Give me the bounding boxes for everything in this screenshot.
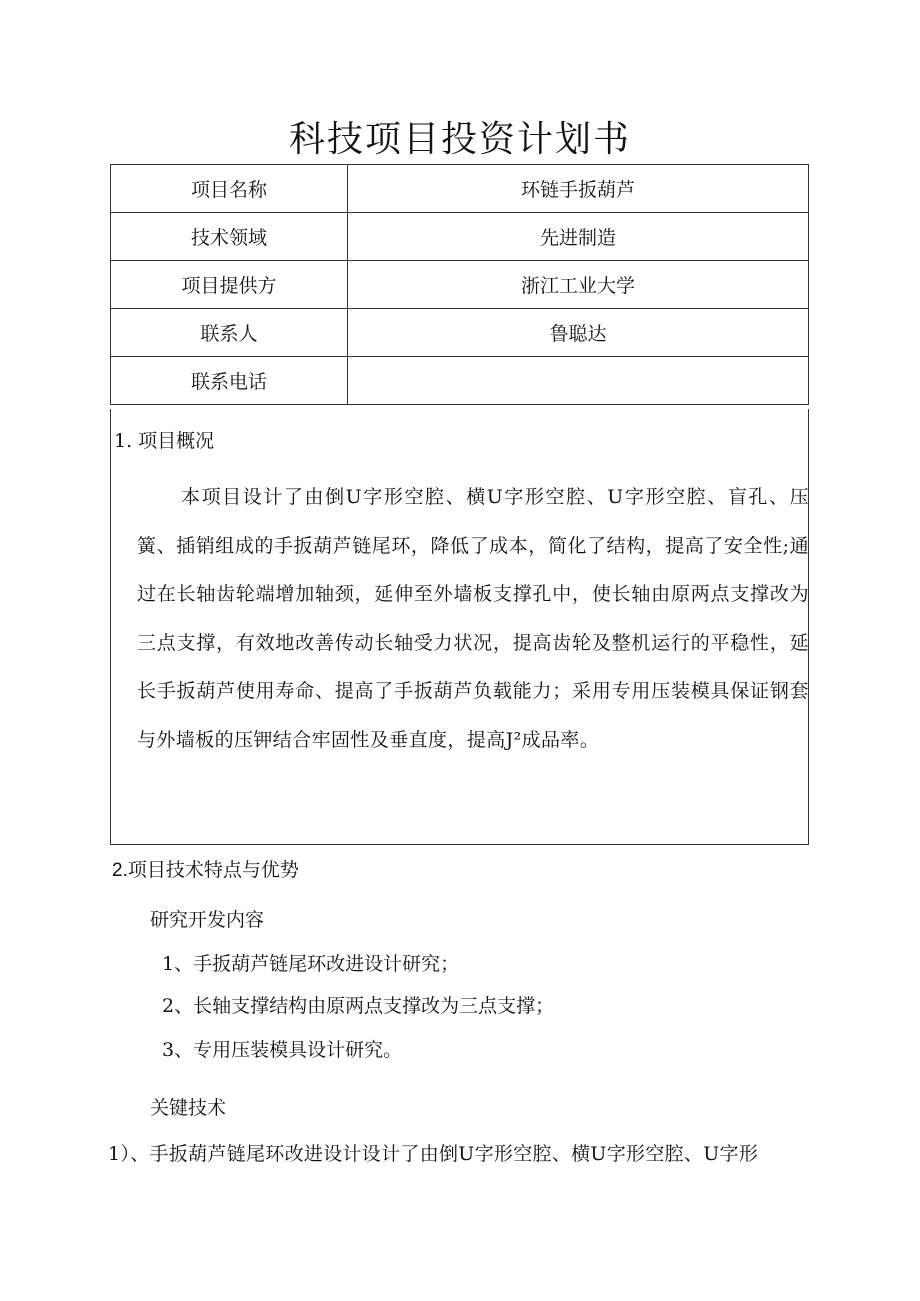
research-heading: 研究开发内容 xyxy=(150,909,265,931)
list-item: 1、手扳葫芦链尾环改进设计研究； xyxy=(162,953,460,975)
list-item: 2、长轴支撑结构由原两点支撑改为三点支撑； xyxy=(162,995,555,1017)
project-info-table xyxy=(110,164,809,405)
info-label: 项目名称 xyxy=(111,165,348,213)
overview-heading: 1. 项目概况 xyxy=(114,430,215,452)
list-item: 3、专用压装模具设计研究。 xyxy=(162,1039,403,1061)
table-row xyxy=(111,165,809,213)
overview-box xyxy=(110,409,809,845)
key-tech-heading: 关键技术 xyxy=(150,1097,227,1119)
info-value: 环链手扳葫芦 xyxy=(348,165,809,213)
info-label: 联系人 xyxy=(111,309,348,357)
info-value xyxy=(348,357,809,405)
page-title: 科技项目投资计划书 xyxy=(288,119,631,160)
table-row xyxy=(111,357,809,405)
info-label: 技术领域 xyxy=(111,213,348,261)
overview-body: 本项目设计了由倒U字形空腔、横U字形空腔、U字形空腔、盲孔、压簧、插销组成的手扳葫芦链尾环，降低了成本，简化了结构，提高了安全性;通过在长轴齿轮端增加轴颈，延伸至外墙板支撑孔中，使长轴由原两点支撑改为三点支撑，有效地改善传动长轴受力状况，提高齿轮及整机运行的平稳性，延长手扳葫芦使用寿命、提高了手扳葫芦负载能力；采用专用压装模具保证钢套与外墙板的压钾结合牢固性及垂直度，提高J²成品率。 xyxy=(137,486,809,751)
table-row xyxy=(111,309,809,357)
table-row xyxy=(111,213,809,261)
info-label: 联系电话 xyxy=(111,357,348,405)
section-heading: 2.项目技术特点与优势 xyxy=(112,860,299,881)
info-value: 先进制造 xyxy=(348,213,809,261)
list-item: 1）、手扳葫芦链尾环改进设计设计了由倒U字形空腔、横U字形空腔、U字形 xyxy=(108,1143,759,1165)
info-value: 鲁聪达 xyxy=(348,309,809,357)
table-row xyxy=(111,261,809,309)
info-value: 浙江工业大学 xyxy=(348,261,809,309)
info-label: 项目提供方 xyxy=(111,261,348,309)
